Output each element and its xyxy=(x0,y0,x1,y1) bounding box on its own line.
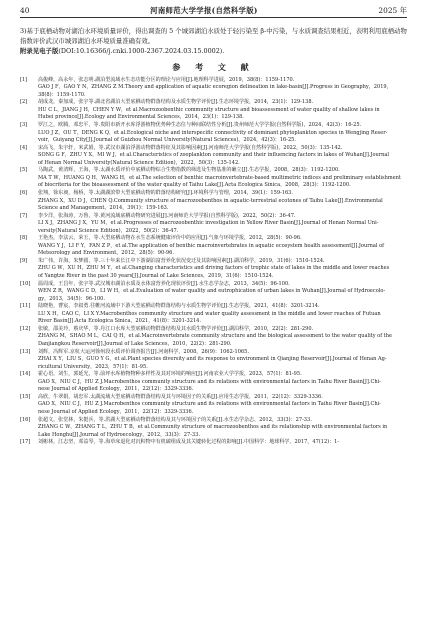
reference-item xyxy=(20,99,407,121)
reference-text xyxy=(38,417,407,439)
reference-line: Danjiangkou Reservoir[J].Journal of Lake Sciences，2010，22(2)：281-290. xyxy=(38,340,232,347)
reference-line: nese Journal of Applied Ecology，2011，22(12)：3329-3336. xyxy=(38,386,194,393)
reference-line: River Basin[J].Acta Ecologica Sinica，2021，41(8)：3201-3214. xyxy=(38,318,201,325)
reference-number: [9] xyxy=(20,258,28,265)
reference-line: LI X J，ZHANG J X，YU M，et al.Progresses of macrozoobenthic investigation in Yellow River Basin[J].Journal of Henan Normal Uni- xyxy=(38,220,379,227)
reference-item xyxy=(20,349,407,371)
reference-number: [17] xyxy=(20,439,31,446)
reference-line: ZHAI X Y，LIU S，GUO Y G，et al.Plant species diversity and its response to environment in Qianjing Reservoir[J].Journal of Henan Ag- xyxy=(38,356,387,363)
reference-text xyxy=(38,213,407,235)
reference-line: 胡成龙，秦加成，张宇等.湖北省湖泊大型底栖动物群落结构及水质生物学评价[J].生态环境学报，2014，23(1)：129-138. xyxy=(38,99,314,106)
reference-line: 霍心语，刘生，郭延光，等.前坪水库植物物种多样性及其对环境的响应[J].河南农业大学学报，2023，57(1)：81-95. xyxy=(38,371,302,378)
issue-year: 2025 年 xyxy=(378,6,407,15)
reference-line: ZHANG X，XU D J，CHEN Q.Community structure of macrozoobenthos in aquatic-terrestrial ecotones of Taihu Lake[J].Environmental xyxy=(38,197,383,204)
reference-text xyxy=(38,281,407,303)
reference-text xyxy=(38,99,407,121)
reference-line: 温周成，王昌年，张宇等.武汉城市湖泊水质及水体富营养化现状评价[J].水生态学杂志，2013，34(5)：96-100. xyxy=(38,280,290,287)
reference-line: 刘彬林，江志坚，邓益琴，等.海草床退化对沉积物中有机碳组成及其关键转化过程的影响[J].中国科学：地球科学，2017，47(12)：1- xyxy=(38,439,340,446)
reference-line: of biocriteria for the bioassessment of the water quality of Taihu Lake[J].Acta Ecologica Sinica，2008，28(3)：1192-1200. xyxy=(38,182,351,189)
reference-text xyxy=(38,235,407,257)
reference-number: [3] xyxy=(20,122,28,129)
reference-item xyxy=(20,213,407,235)
references-heading: 参 考 文 献 xyxy=(172,61,255,72)
reference-item xyxy=(20,235,407,257)
reference-item xyxy=(20,326,407,348)
reference-item xyxy=(20,145,407,167)
reference-line: 马陶武，黄清辉，王海，等.太湖水质评价中底栖动物综合生物指数的筛选及生物基准的确立[J].生态学报，2008，28(3)：1192-1200. xyxy=(38,167,340,174)
reference-line: Science and Management，2014，39(1)：159-163. xyxy=(38,204,169,211)
reference-line: 罗江之，欧腾，邓忠平，等.贵阳市新开水库浮游植物优势种生态位与种间联结性分析[J].贵州师范大学学报(自然科学版)，2024，42(3)：16-25. xyxy=(38,122,362,129)
reference-item xyxy=(20,439,407,446)
reference-line: 王艳杰，李法云，荣玉，等.大型底栖动物在水生态系统健康评价中的应用[J].气象与环境学报，2012，28(5)：90-96. xyxy=(38,235,302,242)
reference-text xyxy=(38,371,407,393)
reference-line: 陆晓艳，曹宸，李叙勇.往帷河流域中下游大型底栖动物群落结构与水质生物学评价[J].生态学报，2021，41(8)：3201-3214. xyxy=(38,303,320,310)
reference-line: GAO J F，GAO Y N，ZHANG Z M.Theory and application of aquatic ecoregion delineation in lake-basin[J].Progress in Geography，2019， xyxy=(38,84,392,91)
reference-number: [16] xyxy=(20,416,31,423)
reference-line: ricultural University，2023，57(1)：81-95. xyxy=(38,363,148,370)
reference-number: [10] xyxy=(20,280,31,287)
reference-line: SONG G F，ZHU Y X，MI W J，et al.Characteristics of zooplankton community and their influencing factors in lakes of Wuhan[J].Journal xyxy=(38,152,390,159)
reference-text xyxy=(38,258,407,280)
reference-line: ZHANG M，SHAO M L，CAI Q H，et al.Macroinvertebrate community structure and the biological assessment to the water quality of the xyxy=(38,333,392,340)
reference-number: [15] xyxy=(20,393,31,400)
reference-line: 高俊峰，高永年，张志明.湖泊型流域水生态功能分区的理论与应用[J].地理科学进展，2019，38(8)：1159-1170. xyxy=(38,76,295,83)
reference-number: [5] xyxy=(20,167,28,174)
reference-text xyxy=(38,145,407,167)
reference-number: [13] xyxy=(20,348,31,355)
reference-list xyxy=(20,77,407,447)
reference-item xyxy=(20,303,407,325)
page-number: 40 xyxy=(20,6,30,15)
reference-number: [7] xyxy=(20,212,28,219)
reference-line: GAO X，NIU C J，HU Z J.Macrobenthos community structure and its relations with environmental factors in Taihu River Basin[J].Chi- xyxy=(38,401,381,408)
reference-line: 李少洋，张海涛，万鲁，等.黄河流域底栖动物研究进展[J].河南师范大学学报(自然科学版)，2022，50(2)：36-47. xyxy=(38,212,296,219)
reference-line: 张翔，徐东昶，杨桥，等.太湖湖滨带大型底栖动物的群落结构研究[J].环境科学与管理，2014，39(1)：159-163. xyxy=(38,190,293,197)
reference-number: [1] xyxy=(20,76,28,83)
reference-line: 张敏，邵美玲，蔡庆华，等.丹江口水库大型底栖动物群落结构及其水质生物学评价[J].湖泊科学，2010，22(2)：281-290. xyxy=(38,326,314,332)
reference-line: ZHU G W，XU H，ZHU M Y，et al.Changing characteristics and driving factors of trophic state of lakes in the middle and lower reaches xyxy=(38,265,390,272)
reference-item xyxy=(20,281,407,303)
reference-text xyxy=(38,190,407,212)
reference-number: [2] xyxy=(20,99,28,106)
reference-line: 张超文，张堂林，朱挺兵，等.洪湖大型底栖动物群落结构及其与环境因子的关系[J].水生态学杂志，2012，33(3)：27-33. xyxy=(38,416,312,423)
reference-item xyxy=(20,417,407,439)
reference-number: [12] xyxy=(20,326,31,332)
reference-line: voir，Guiyang City[J].Journal of Guizhou Normal University(Natural Sciences)，2024，42(3)：16-25. xyxy=(38,137,296,143)
reference-line: 高欣，牛翠娟，胡忠军.太湖流域大型底栖动物群落结构及其与环境因子的关系[J].应用生态学报，2011，22(12)：3329-3336. xyxy=(38,393,323,400)
reference-text xyxy=(38,394,407,416)
appendix-label: 附录见电子版 xyxy=(20,47,59,56)
reference-text xyxy=(38,77,407,99)
reference-line: nese Journal of Applied Ecology，2011，22(12)：3329-3336. xyxy=(38,408,194,415)
reference-item xyxy=(20,167,407,189)
reference-line: Hubei province[J].Ecology and Environmental Sciences，2014，23(1)：129-138. xyxy=(38,114,244,121)
reference-line: MA T W，HUANG Q H，WANG H，et al.The selection of benthic macroinvertebrate-based multimetric indices and preliminary establishment xyxy=(38,174,401,181)
reference-text xyxy=(38,349,407,371)
reference-line: versity(Natural Science Edition)，2022，50(2)：36-47. xyxy=(38,227,179,234)
reference-number: [4] xyxy=(20,144,28,151)
reference-text xyxy=(38,167,407,189)
appendix-doi: (DOI:10.16366/j.cnki.1000-2367.2024.03.15.0002). xyxy=(58,47,225,56)
reference-line: gy，2013，34(5)：96-100. xyxy=(38,295,106,302)
reference-number: [8] xyxy=(20,235,28,242)
reference-item xyxy=(20,394,407,416)
reference-line: Lake Honghu[J].Journal of Hydroecology，2012，33(3)：27-33. xyxy=(38,431,200,438)
reference-number: [11] xyxy=(20,303,31,310)
reference-line: ZHANG C W，ZHANG T L，ZHU T B，et al.Community structure of macrozoobenthos and its relationship with environmental factors in xyxy=(38,424,388,431)
reference-number: [14] xyxy=(20,371,31,378)
reference-line: Meteorology and Environment，2012，28(5)：90-96. xyxy=(38,250,174,257)
reference-line: HU C L，JIANG J H，CHEN Y W，et al.Macrozoobenthic community structure and bioassessment of water quality of shallow lakes in xyxy=(38,106,380,113)
reference-item xyxy=(20,190,407,212)
reference-line: 刘辉，冯辉军.京杭大运河徐州段水质评价调查报告[J].河南科学，2008，26(9)：1062-1065. xyxy=(38,348,249,355)
conclusion-paragraph xyxy=(20,27,407,46)
reference-text xyxy=(38,439,407,446)
reference-number: [6] xyxy=(20,190,28,197)
reference-text xyxy=(38,303,407,325)
appendix-note xyxy=(20,47,407,57)
conclusion-text: 3)基于底栖动物对湖泊水环境质量评价，得出调查的 5 个城郊湖泊水质处于轻污染至 β-中污染，与水质调查结果相近，表明利用底栖动物指数评价武汉市城郊湖泊水环境质量准确有效。 xyxy=(20,27,407,45)
reference-item xyxy=(20,258,407,280)
reference-text xyxy=(38,122,407,144)
reference-item xyxy=(20,371,407,393)
reference-line: of Henan Normal University(Natural Science Edition)，2022，50(3)：135-142. xyxy=(38,159,240,166)
reference-line: WEN Z R，WANG C D，LI W H，et al.Evaluation of water quality and eutrophication of urban lakes in Wuhan[J].Journal of Hydroecolo- xyxy=(38,288,386,295)
reference-item xyxy=(20,122,407,144)
reference-line: 朱广伟，许海，朱梦圆，等.三十年来长江中下游湖泊富营养化状况变迁及其影响因素[J].湖泊科学，2019，31(6)：1510-1524. xyxy=(38,258,325,265)
reference-item xyxy=(20,77,407,99)
reference-line: of Yangtze River in the past 30 years[J].Journal of Lake Sciences，2019，31(6)：1510-1524. xyxy=(38,272,274,279)
journal-title: 河南师范大学学报(自然科学版) xyxy=(150,6,258,15)
reference-text xyxy=(38,326,407,348)
reference-line: GAO X，NIU C J，HU Z J.Macrobenthos community structure and its relations with environmental factors in Taihu River Basin[J].Chi- xyxy=(38,378,381,385)
reference-line: 38(8)：1159-1170. xyxy=(38,91,86,98)
reference-line: LUO J Z，OU T，DENG K Q，et al.Ecological niche and interspecific connectivity of dominant phytoplankton species in Wengjing Reser- xyxy=(38,129,388,136)
reference-line: 宋高飞，朱宇轩，米武娟，等.武汉市湖泊浮游动物群落特征及其影响因素[J].河南师范大学学报(自然科学版)，2022，50(3)：135-142. xyxy=(38,144,343,151)
running-header xyxy=(20,6,407,18)
reference-line: WANG Y J，LI F Y，FAN Z P，et al.The application of benthic macroinvertebrates in aquatic ecosystem health assessment[J].Journal of xyxy=(38,242,384,249)
reference-line: LU X H，CAO C，LI X Y.Macrobenthos community structure and water quality assessment in the middle and lower reaches of Futuan xyxy=(38,310,381,317)
